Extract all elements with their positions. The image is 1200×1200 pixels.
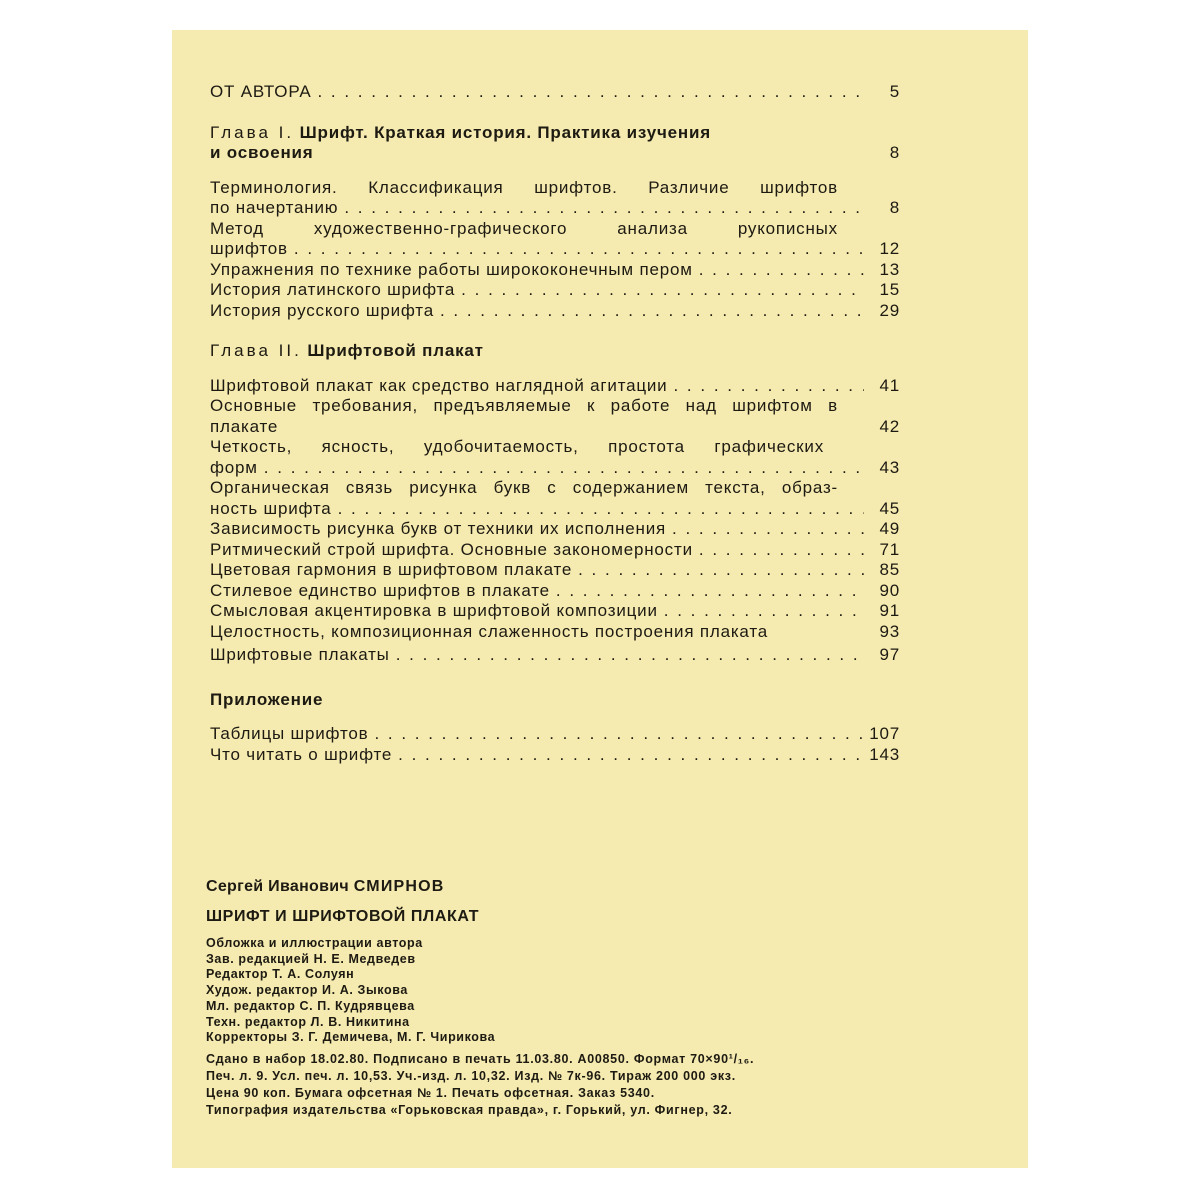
dot-leader [344, 198, 864, 219]
appendix-heading [210, 690, 900, 711]
toc-entry-text: Что читать о шрифте [210, 744, 393, 764]
toc-page-number: 71 [879, 539, 900, 559]
chapter-1-title-line-2 [210, 143, 900, 164]
chapter-2-label: Глава II. [210, 341, 302, 360]
dot-leader [374, 724, 863, 745]
dot-leader [461, 280, 864, 301]
toc-page-number: 90 [879, 580, 900, 600]
toc-page-number: 12 [879, 239, 900, 258]
toc-entry-text: История русского шрифта [210, 300, 434, 320]
dot-leader [673, 376, 864, 397]
dot-leader [317, 82, 864, 103]
toc-entry-text: Шрифтовой плакат как средство наглядной агитации [210, 375, 668, 395]
dot-leader [699, 260, 864, 281]
credit-line: Мл. редактор С. П. Кудрявцева [206, 998, 415, 1013]
toc-entry-text-cont: шрифтов [210, 239, 288, 258]
toc-entry-text: История латинского шрифта [210, 280, 456, 299]
author-given-name: Сергей Иванович [206, 878, 349, 895]
toc-page-number: 97 [879, 645, 900, 664]
toc-entry-text: Упражнения по технике работы ширококонечным пером [210, 259, 693, 279]
toc-entry [210, 260, 900, 281]
dot-leader [440, 301, 864, 322]
toc-page-number: 42 [879, 416, 900, 436]
book-title: ШРИФТ И ШРИФТОВОЙ ПЛАКАТ [206, 908, 480, 925]
chapter-1-label: Глава I. [210, 122, 295, 142]
toc-page-number: 8 [889, 198, 900, 217]
toc-page-number: 107 [869, 724, 900, 743]
toc-entry-text: Шрифтовые плакаты [210, 645, 390, 664]
toc-entry [210, 219, 900, 260]
toc-entry-text: Смысловая акцентировка в шрифтовой композиции [210, 601, 658, 620]
toc-entry [210, 724, 900, 745]
toc-entry [210, 280, 900, 301]
dot-leader [664, 601, 864, 622]
publishing-line: Сдано в набор 18.02.80. Подписано в печать 11.03.80. А00850. Формат 70×90¹/₁₆. [206, 1051, 755, 1066]
publishing-line: Печ. л. 9. Усл. печ. л. 10,53. Уч.-изд. л. 10,32. Изд. № 7к-96. Тираж 200 000 экз. [206, 1068, 736, 1083]
toc-entry [210, 376, 900, 397]
chapter-1-title-cont: и освоения [210, 143, 314, 162]
dot-leader [578, 560, 864, 581]
toc-page-number: 41 [879, 375, 900, 395]
dot-leader [264, 458, 864, 479]
toc-entry-text: Ритмический строй шрифта. Основные закономерности [210, 539, 693, 559]
credit-line: Зав. редакцией Н. Е. Медведев [206, 951, 416, 966]
toc-page-number: 45 [879, 498, 900, 518]
credit-line: Корректоры З. Г. Демичева, М. Г. Чирикова [206, 1030, 496, 1045]
credit-line: Худож. редактор И. А. Зыкова [206, 983, 408, 998]
toc-page-number: 49 [879, 519, 900, 538]
credit-line: Обложка и иллюстрации автора [206, 936, 423, 950]
toc-entry [210, 601, 900, 622]
toc-page-number: 29 [879, 300, 900, 320]
dot-leader [396, 645, 864, 666]
dot-leader [398, 745, 863, 766]
author-name [206, 878, 906, 896]
chapter-1-entries [210, 178, 900, 322]
dot-leader [338, 499, 864, 520]
publishing-line: Цена 90 коп. Бумага офсетная № 1. Печать офсетная. Заказ 5340. [206, 1085, 655, 1100]
toc-page-number: 43 [879, 457, 900, 477]
toc-preface [210, 82, 900, 103]
toc-entry-text: Органическая связь рисунка букв с содержанием текста, образ- [210, 478, 838, 497]
toc-entry [210, 745, 900, 766]
appendix-entries [210, 724, 900, 765]
chapter-1-heading [210, 123, 900, 164]
imprint [206, 878, 906, 1119]
dot-leader [699, 540, 864, 561]
publishing-line: Типография издательства «Горьковская правда», г. Горький, ул. Фигнер, 32. [206, 1102, 733, 1117]
toc-page-number: 143 [869, 744, 900, 764]
toc-page-number: 13 [879, 259, 900, 279]
toc-entry [210, 437, 900, 478]
toc-page-number: 85 [879, 560, 900, 579]
toc-entry-text: Цветовая гармония в шрифтовом плакате [210, 560, 573, 579]
toc-entry [210, 622, 900, 643]
toc-entry-text-cont: по начертанию [210, 198, 339, 217]
toc-entry [210, 178, 900, 219]
toc-page-number: 93 [879, 621, 900, 641]
toc-page-number: 5 [889, 82, 900, 101]
toc-entry-text-cont: плакате [210, 416, 279, 436]
chapter-2-title: Шрифтовой плакат [307, 341, 484, 360]
toc-entry [210, 581, 900, 602]
table-of-contents [210, 82, 900, 765]
book-page [172, 30, 1028, 1168]
chapter-1-title-line-1 [210, 123, 900, 144]
appendix-title: Приложение [210, 689, 324, 709]
dot-leader [672, 519, 864, 540]
chapter-1-title: Шрифт. Краткая история. Практика изучения [299, 122, 711, 142]
toc-page-number: 91 [879, 601, 900, 620]
toc-entry [210, 540, 900, 561]
credit-line: Техн. редактор Л. В. Никитина [206, 1014, 410, 1029]
toc-entry-text: Стилевое единство шрифтов в плакате [210, 580, 550, 600]
toc-entry-text: Терминология. Классификация шрифтов. Различие шрифтов [210, 177, 838, 197]
toc-entry [210, 519, 900, 540]
toc-entry-text: Целостность, композиционная слаженность построения плаката [210, 621, 768, 641]
chapter-2-entries [210, 376, 900, 666]
toc-entry-text: Зависимость рисунка букв от техники их исполнения [210, 519, 666, 538]
toc-entry-text-cont: форм [210, 457, 258, 477]
chapter-2-heading [210, 341, 900, 362]
toc-entry [210, 301, 900, 322]
toc-entry-text: Таблицы шрифтов [210, 724, 369, 743]
toc-preface-label: ОТ АВТОРА [210, 82, 312, 101]
toc-entry-text-cont: ность шрифта [210, 498, 332, 518]
toc-entry [210, 396, 900, 437]
toc-entry-text: Четкость, ясность, удобочитаемость, простота графических [210, 437, 824, 456]
toc-entry [210, 645, 900, 666]
toc-entry [210, 478, 900, 519]
credits-list [206, 936, 906, 1046]
toc-page-number: 15 [879, 280, 900, 299]
dot-leader [556, 581, 864, 602]
toc-entry-text: Основные требования, предъявляемые к работе над шрифтом в [210, 396, 838, 415]
toc-entry [210, 560, 900, 581]
credit-line: Редактор Т. А. Солуян [206, 967, 355, 982]
chapter-2-title-line [210, 341, 900, 362]
publishing-details [206, 1051, 906, 1119]
toc-page-number: 8 [889, 143, 900, 162]
dot-leader [294, 239, 864, 260]
toc-entry-text: Метод художественно-графического анализа рукописных [210, 218, 838, 238]
author-surname: СМИРНОВ [353, 878, 445, 895]
